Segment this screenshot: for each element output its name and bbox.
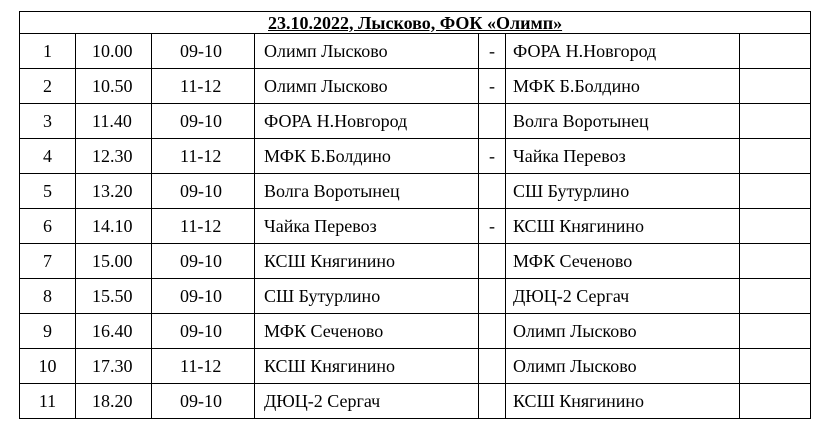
age-group: 11-12: [152, 139, 255, 174]
result-cell: [740, 34, 811, 69]
match-time: 15.50: [76, 279, 152, 314]
table-row: [20, 314, 811, 349]
table-row: [20, 69, 811, 104]
away-team: КСШ Княгинино: [506, 384, 740, 419]
result-cell: [740, 244, 811, 279]
versus-separator: [479, 349, 506, 384]
result-cell: [740, 69, 811, 104]
away-team: КСШ Княгинино: [506, 209, 740, 244]
versus-separator: [479, 244, 506, 279]
versus-separator: [479, 174, 506, 209]
age-group: 11-12: [152, 349, 255, 384]
home-team: ДЮЦ-2 Сергач: [255, 384, 479, 419]
away-team: МФК Б.Болдино: [506, 69, 740, 104]
home-team: Олимп Лысково: [255, 34, 479, 69]
age-group: 09-10: [152, 174, 255, 209]
result-cell: [740, 104, 811, 139]
table-row: [20, 139, 811, 174]
schedule-body: [20, 12, 811, 419]
match-number: 1: [20, 34, 76, 69]
home-team: КСШ Княгинино: [255, 244, 479, 279]
match-time: 17.30: [76, 349, 152, 384]
home-team: МФК Сеченово: [255, 314, 479, 349]
away-team: МФК Сеченово: [506, 244, 740, 279]
home-team: Олимп Лысково: [255, 69, 479, 104]
match-time: 14.10: [76, 209, 152, 244]
match-number: 4: [20, 139, 76, 174]
result-cell: [740, 314, 811, 349]
match-number: 5: [20, 174, 76, 209]
table-row: [20, 384, 811, 419]
away-team: СШ Бутурлино: [506, 174, 740, 209]
result-cell: [740, 279, 811, 314]
away-team: ДЮЦ-2 Сергач: [506, 279, 740, 314]
match-time: 15.00: [76, 244, 152, 279]
home-team: Волга Воротынец: [255, 174, 479, 209]
age-group: 09-10: [152, 34, 255, 69]
match-number: 11: [20, 384, 76, 419]
match-time: 18.20: [76, 384, 152, 419]
table-row: [20, 34, 811, 69]
home-team: КСШ Княгинино: [255, 349, 479, 384]
versus-separator: [479, 104, 506, 139]
age-group: 11-12: [152, 209, 255, 244]
age-group: 09-10: [152, 384, 255, 419]
result-cell: [740, 139, 811, 174]
versus-separator: -: [479, 209, 506, 244]
match-number: 9: [20, 314, 76, 349]
age-group: 09-10: [152, 244, 255, 279]
table-row: [20, 349, 811, 384]
match-number: 8: [20, 279, 76, 314]
versus-separator: -: [479, 34, 506, 69]
away-team: Олимп Лысково: [506, 314, 740, 349]
match-number: 2: [20, 69, 76, 104]
away-team: Волга Воротынец: [506, 104, 740, 139]
home-team: ФОРА Н.Новгород: [255, 104, 479, 139]
result-cell: [740, 349, 811, 384]
age-group: 09-10: [152, 279, 255, 314]
match-number: 10: [20, 349, 76, 384]
versus-separator: [479, 314, 506, 349]
home-team: Чайка Перевоз: [255, 209, 479, 244]
age-group: 09-10: [152, 104, 255, 139]
versus-separator: -: [479, 69, 506, 104]
match-number: 6: [20, 209, 76, 244]
table-row: [20, 279, 811, 314]
away-team: ФОРА Н.Новгород: [506, 34, 740, 69]
age-group: 11-12: [152, 69, 255, 104]
result-cell: [740, 174, 811, 209]
home-team: МФК Б.Болдино: [255, 139, 479, 174]
match-time: 13.20: [76, 174, 152, 209]
table-row: [20, 209, 811, 244]
result-cell: [740, 384, 811, 419]
match-number: 3: [20, 104, 76, 139]
match-schedule-table: [19, 11, 811, 419]
home-team: СШ Бутурлино: [255, 279, 479, 314]
result-cell: [740, 209, 811, 244]
match-time: 12.30: [76, 139, 152, 174]
match-number: 7: [20, 244, 76, 279]
match-time: 10.50: [76, 69, 152, 104]
versus-separator: [479, 279, 506, 314]
versus-separator: [479, 384, 506, 419]
match-time: 16.40: [76, 314, 152, 349]
match-time: 11.40: [76, 104, 152, 139]
match-time: 10.00: [76, 34, 152, 69]
away-team: Олимп Лысково: [506, 349, 740, 384]
schedule-title: 23.10.2022, Лысково, ФОК «Олимп»: [20, 12, 811, 34]
away-team: Чайка Перевоз: [506, 139, 740, 174]
title-row: [20, 12, 811, 34]
versus-separator: -: [479, 139, 506, 174]
table-row: [20, 174, 811, 209]
table-row: [20, 104, 811, 139]
table-row: [20, 244, 811, 279]
age-group: 09-10: [152, 314, 255, 349]
